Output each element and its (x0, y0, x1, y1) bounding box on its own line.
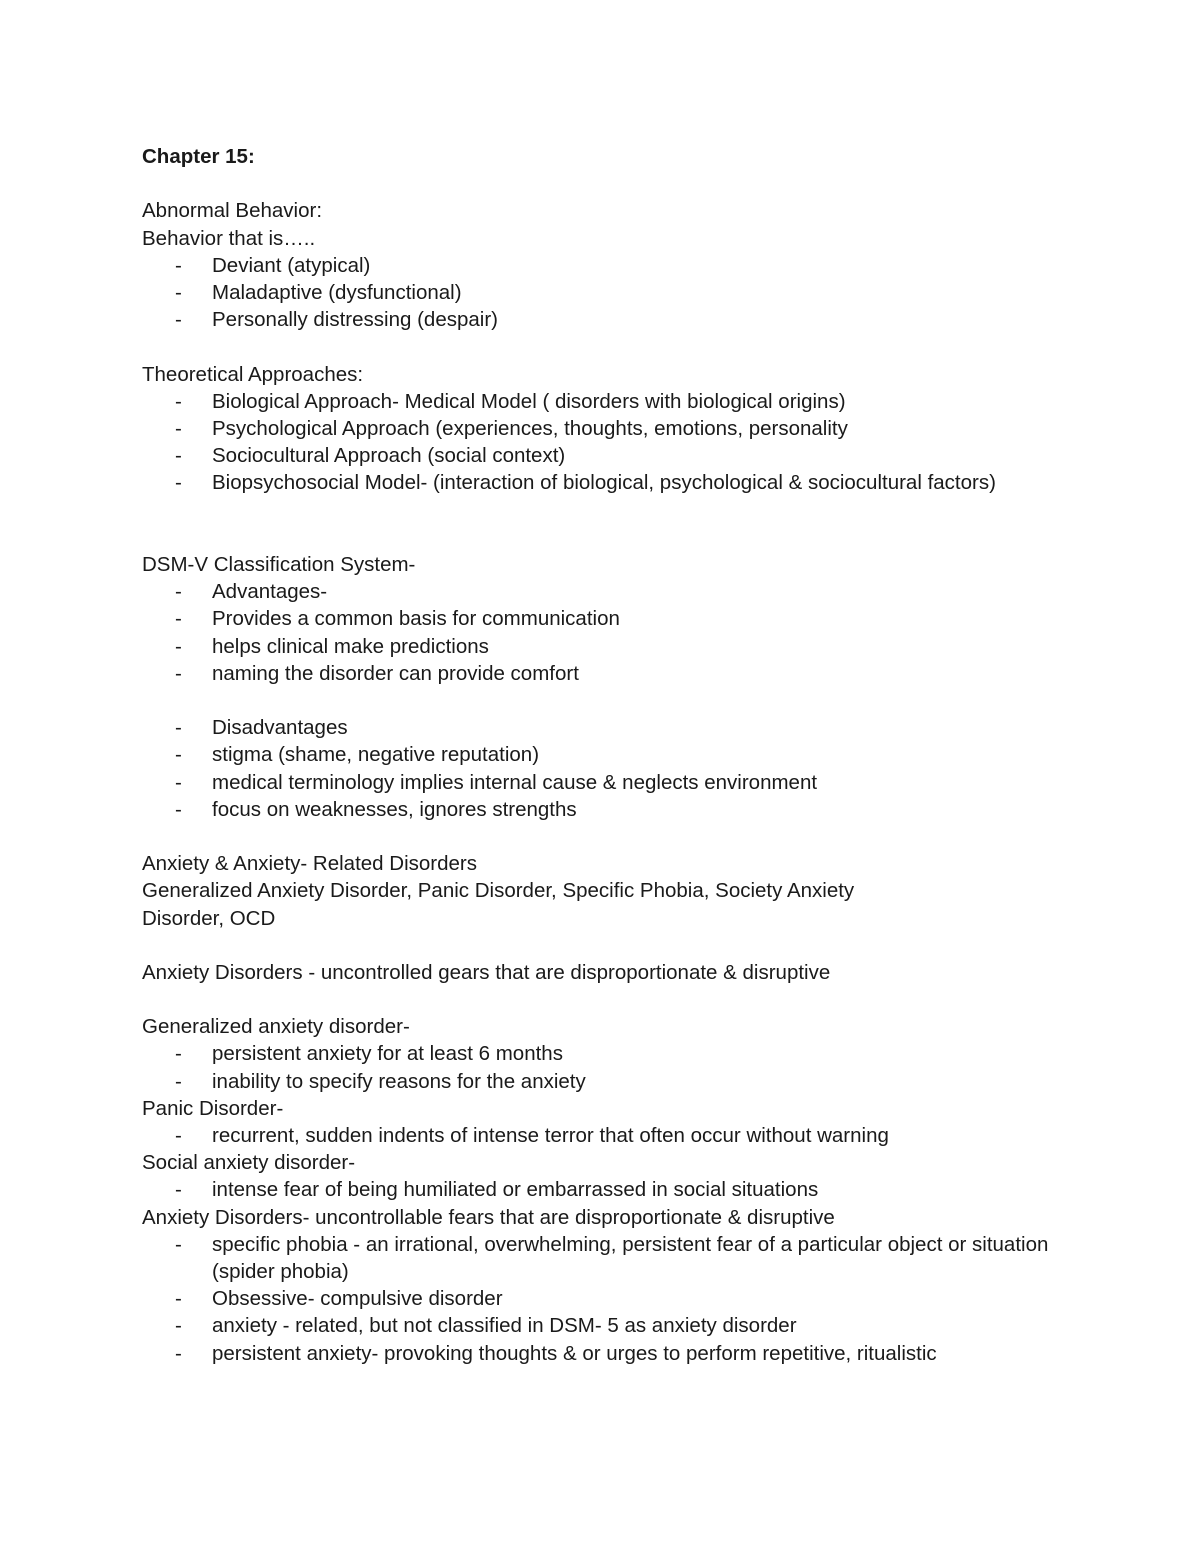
list-item (142, 578, 1062, 605)
dash: - (175, 280, 182, 304)
spacer (142, 333, 1062, 360)
dash: - (175, 634, 182, 658)
dash: - (175, 253, 182, 277)
spacer (142, 687, 1062, 714)
list-item (142, 279, 1062, 306)
list-item (142, 1231, 1062, 1285)
list-item-text: Obsessive- compulsive disorder (212, 1287, 503, 1311)
dash: - (175, 308, 182, 332)
list-item (142, 605, 1062, 632)
spacer (142, 170, 1062, 197)
dash: - (175, 580, 182, 604)
anxiety-definition: Anxiety Disorders - uncontrolled gears that are disproportionate & disruptive (142, 960, 831, 984)
list-item-text: Deviant (atypical) (212, 253, 371, 277)
dash: - (175, 743, 182, 767)
abnormal-subheading: Behavior that is….. (142, 226, 316, 250)
anxiety-fears-heading: Anxiety Disorders- uncontrollable fears that are disproportionate & disruptive (142, 1205, 835, 1229)
list-item-text: persistent anxiety for at least 6 months (212, 1042, 563, 1066)
list-item (142, 252, 1062, 279)
list-item (142, 796, 1062, 823)
dash: - (175, 1287, 182, 1311)
list-item-text: Sociocultural Approach (social context) (212, 444, 566, 468)
spacer (142, 932, 1062, 959)
dash: - (175, 1069, 182, 1093)
list-item (142, 633, 1062, 660)
list-item (142, 741, 1062, 768)
list-item-text: anxiety - related, but not classified in DSM- 5 as anxiety disorder (212, 1314, 797, 1338)
anxiety-related-heading: Anxiety & Anxiety- Related Disorders (142, 852, 477, 876)
list-item-text: Provides a common basis for communication (212, 607, 620, 631)
list-item-text: Advantages- (212, 580, 328, 604)
list-item (142, 1285, 1062, 1312)
list-item (142, 1122, 1062, 1149)
list-item-text: medical terminology implies internal cause & neglects environment (212, 770, 818, 794)
list-item-text: naming the disorder can provide comfort (212, 661, 579, 685)
list-item-text: Psychological Approach (experiences, thoughts, emotions, personality (212, 416, 848, 440)
dash: - (175, 1232, 182, 1256)
list-item (142, 1040, 1062, 1067)
dash: - (175, 389, 182, 413)
dash: - (175, 1178, 182, 1202)
dash: - (175, 770, 182, 794)
list-item (142, 660, 1062, 687)
list-item-text: Personally distressing (despair) (212, 308, 498, 332)
dash: - (175, 797, 182, 821)
list-item-text: inability to specify reasons for the anxiety (212, 1069, 586, 1093)
list-item-text: focus on weaknesses, ignores strengths (212, 797, 577, 821)
theoretical-heading: Theoretical Approaches: (142, 362, 364, 386)
spacer (142, 497, 1062, 551)
list-item-text: recurrent, sudden indents of intense terror that often occur without warning (212, 1124, 889, 1148)
dash: - (175, 607, 182, 631)
spacer (142, 986, 1062, 1013)
list-item-text: persistent anxiety- provoking thoughts & or urges to perform repetitive, ritualistic (212, 1341, 937, 1365)
dash: - (175, 471, 182, 495)
dash: - (175, 1124, 182, 1148)
dash: - (175, 1042, 182, 1066)
chapter-title: Chapter 15: (142, 145, 255, 168)
list-item (142, 1312, 1062, 1339)
dash: - (175, 716, 182, 740)
list-item (142, 1068, 1062, 1095)
list-item (142, 769, 1062, 796)
panic-heading: Panic Disorder- (142, 1096, 284, 1120)
document-page (142, 143, 1062, 1367)
list-item-text: intense fear of being humiliated or embarrassed in social situations (212, 1178, 819, 1202)
list-item-text: specific phobia - an irrational, overwhelming, persistent fear of a particular object or situation (spider phobia) (212, 1232, 1049, 1284)
gad-heading: Generalized anxiety disorder- (142, 1015, 410, 1039)
dash: - (175, 661, 182, 685)
dash: - (175, 416, 182, 440)
social-heading: Social anxiety disorder- (142, 1151, 356, 1175)
list-item-text: Maladaptive (dysfunctional) (212, 280, 462, 304)
anxiety-related-line-1: Generalized Anxiety Disorder, Panic Disorder, Specific Phobia, Society Anxiety (142, 879, 855, 903)
list-item (142, 306, 1062, 333)
list-item-text: stigma (shame, negative reputation) (212, 743, 540, 767)
dsm-heading: DSM-V Classification System- (142, 552, 416, 576)
list-item-text: helps clinical make predictions (212, 634, 489, 658)
list-item-text: Biopsychosocial Model- (interaction of biological, psychological & sociocultural factors) (212, 471, 996, 495)
list-item (142, 415, 1062, 442)
list-item (142, 1176, 1062, 1203)
abnormal-heading: Abnormal Behavior: (142, 199, 323, 223)
list-item-text: Disadvantages (212, 716, 348, 740)
list-item (142, 714, 1062, 741)
dash: - (175, 1314, 182, 1338)
list-item (142, 388, 1062, 415)
list-item-text: Biological Approach- Medical Model ( disorders with biological origins) (212, 389, 846, 413)
spacer (142, 823, 1062, 850)
dash: - (175, 1341, 182, 1365)
anxiety-related-line-2: Disorder, OCD (142, 906, 276, 930)
list-item (142, 442, 1062, 469)
list-item (142, 1340, 1062, 1367)
dash: - (175, 444, 182, 468)
list-item (142, 469, 1062, 496)
